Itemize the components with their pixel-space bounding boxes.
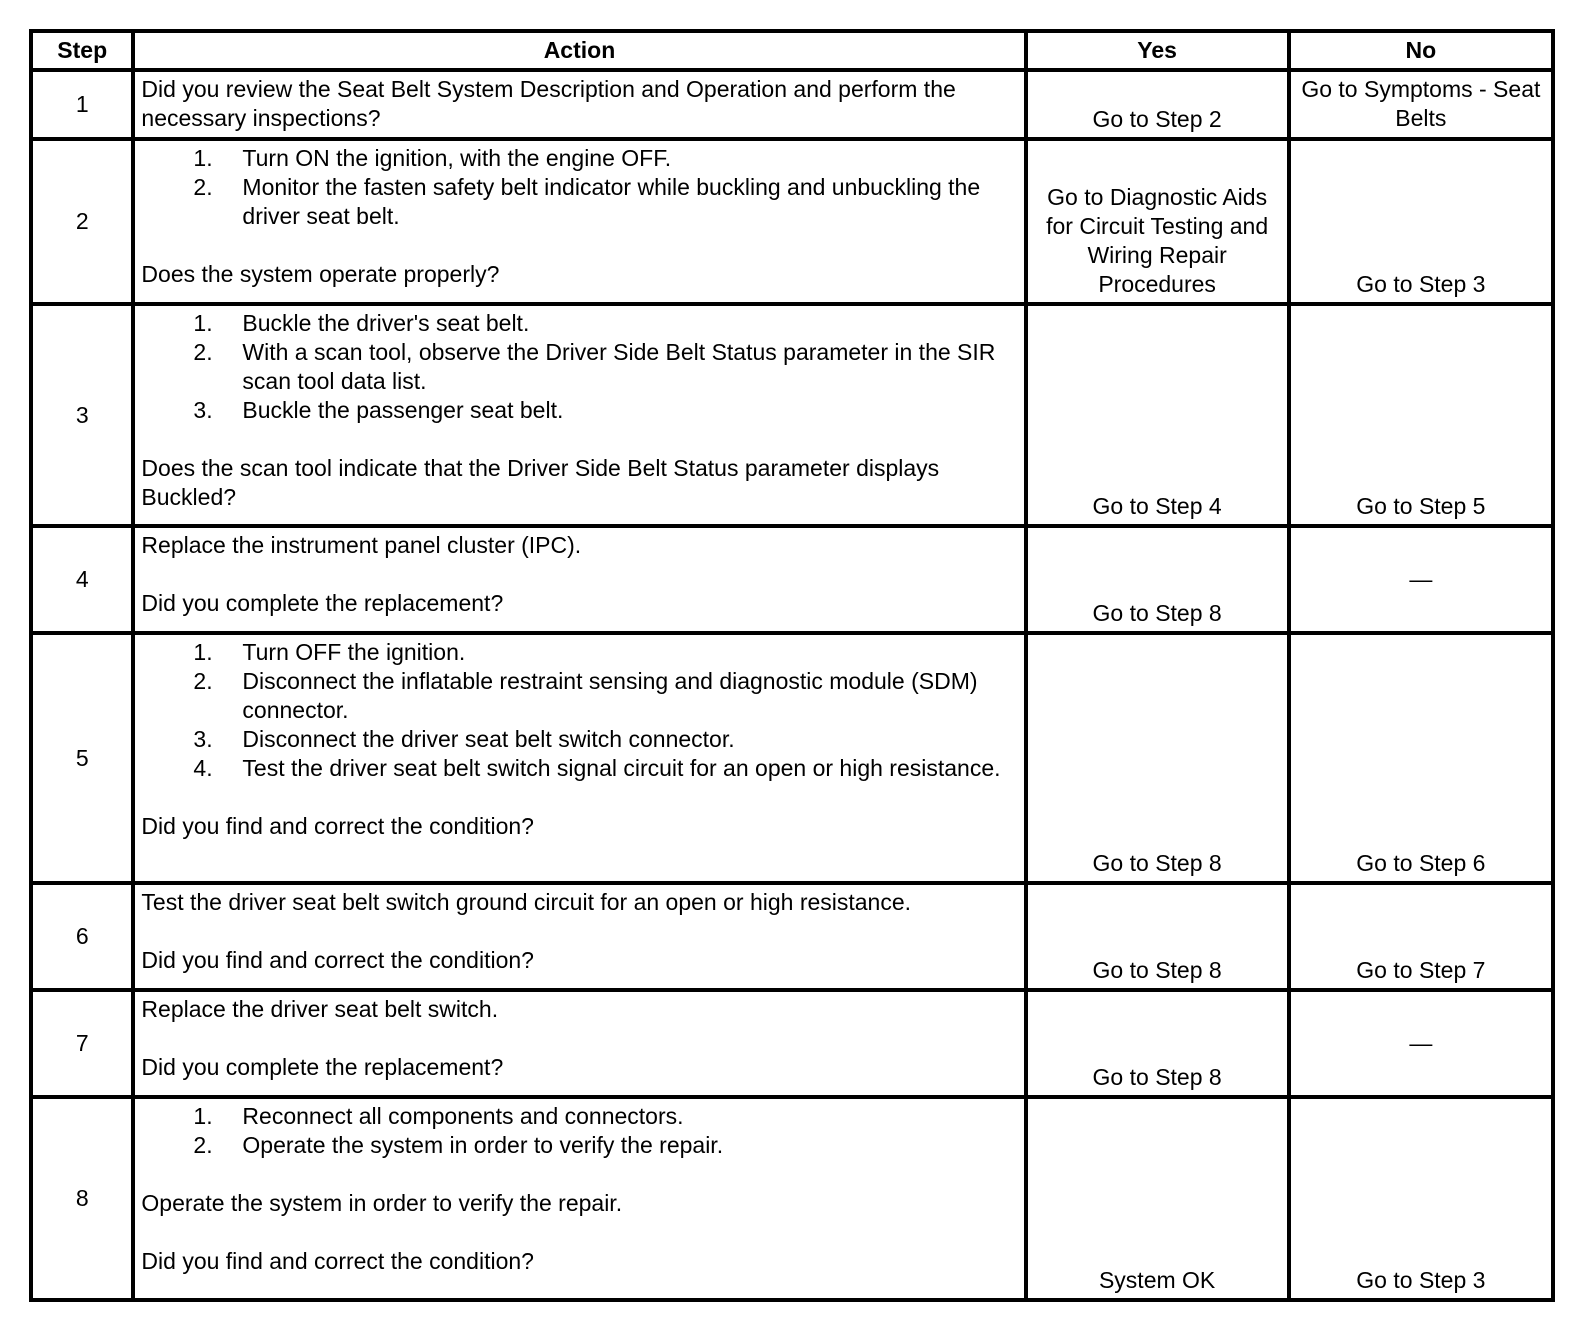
table-row <box>31 633 1553 883</box>
list-text: Turn OFF the ignition. <box>242 639 466 665</box>
list-item <box>141 173 1017 231</box>
list-text: Buckle the driver's seat belt. <box>242 310 530 336</box>
list-item <box>141 638 1017 667</box>
list-text: Disconnect the inflatable restraint sensing and diagnostic module (SDM) connector. <box>242 668 978 723</box>
yes-cell: Go to Step 8 <box>1026 990 1289 1097</box>
header-row <box>31 31 1553 70</box>
list-item <box>141 338 1017 396</box>
step-number: 2 <box>31 139 133 304</box>
action-steps-list <box>141 144 1017 231</box>
yes-cell: Go to Step 4 <box>1026 304 1289 526</box>
list-number: 2. <box>193 174 213 200</box>
step-number: 5 <box>31 633 133 883</box>
table-row <box>31 526 1553 633</box>
list-text: Test the driver seat belt switch signal circuit for an open or high resistance. <box>242 755 1001 781</box>
table-row <box>31 1097 1553 1300</box>
no-cell: Go to Symptoms - Seat Belts <box>1289 70 1553 139</box>
table-row <box>31 304 1553 526</box>
action-cell <box>133 304 1025 526</box>
action-cell <box>133 139 1025 304</box>
yes-cell: Go to Step 8 <box>1026 526 1289 633</box>
list-number: 1. <box>193 310 213 336</box>
action-note: Operate the system in order to verify the repair. <box>141 1190 623 1216</box>
no-cell: Go to Step 6 <box>1289 633 1553 883</box>
no-cell: — <box>1289 526 1553 633</box>
action-question: Did you complete the replacement? <box>141 590 504 616</box>
action-question: Does the scan tool indicate that the Driver Side Belt Status parameter displays Buckled? <box>141 455 940 510</box>
no-cell: Go to Step 3 <box>1289 139 1553 304</box>
list-text: Turn ON the ignition, with the engine OFF. <box>242 145 672 171</box>
yes-cell: Go to Step 8 <box>1026 883 1289 990</box>
no-cell: Go to Step 7 <box>1289 883 1553 990</box>
action-cell <box>133 1097 1025 1300</box>
action-text: Test the driver seat belt switch ground circuit for an open or high resistance. <box>141 889 912 915</box>
no-cell: Go to Step 5 <box>1289 304 1553 526</box>
list-item <box>141 144 1017 173</box>
step-number: 8 <box>31 1097 133 1300</box>
action-cell <box>133 883 1025 990</box>
list-text: Disconnect the driver seat belt switch connector. <box>242 726 735 752</box>
list-number: 4. <box>193 755 213 781</box>
action-cell <box>133 526 1025 633</box>
list-text: Operate the system in order to verify the repair. <box>242 1132 724 1158</box>
no-cell: — <box>1289 990 1553 1097</box>
list-number: 1. <box>193 145 213 171</box>
list-item <box>141 754 1017 783</box>
step-number: 1 <box>31 70 133 139</box>
list-item <box>141 667 1017 725</box>
action-steps-list <box>141 1102 1017 1160</box>
action-text: Did you review the Seat Belt System Description and Operation and perform the necessary inspections? <box>141 76 956 131</box>
action-question: Does the system operate properly? <box>141 261 500 287</box>
step-number: 3 <box>31 304 133 526</box>
action-text: Replace the instrument panel cluster (IPC). <box>141 532 582 558</box>
action-steps-list <box>141 309 1017 425</box>
action-steps-list <box>141 638 1017 783</box>
header-action: Action <box>133 31 1025 70</box>
list-number: 3. <box>193 726 213 752</box>
table-row <box>31 990 1553 1097</box>
list-text: Buckle the passenger seat belt. <box>242 397 564 423</box>
action-question: Did you find and correct the condition? <box>141 1248 534 1274</box>
action-cell <box>133 633 1025 883</box>
step-number: 4 <box>31 526 133 633</box>
list-item <box>141 309 1017 338</box>
table-row <box>31 883 1553 990</box>
yes-cell: Go to Diagnostic Aids for Circuit Testing and Wiring Repair Procedures <box>1026 139 1289 304</box>
step-number: 7 <box>31 990 133 1097</box>
yes-cell: Go to Step 8 <box>1026 633 1289 883</box>
action-cell <box>133 990 1025 1097</box>
list-number: 2. <box>193 668 213 694</box>
list-text: With a scan tool, observe the Driver Side Belt Status parameter in the SIR scan tool data list. <box>242 339 996 394</box>
no-cell: Go to Step 3 <box>1289 1097 1553 1300</box>
header-yes: Yes <box>1026 31 1289 70</box>
action-question: Did you find and correct the condition? <box>141 947 534 973</box>
list-item <box>141 396 1017 425</box>
step-number: 6 <box>31 883 133 990</box>
list-item <box>141 725 1017 754</box>
header-no: No <box>1289 31 1553 70</box>
list-text: Reconnect all components and connectors. <box>242 1103 684 1129</box>
list-item <box>141 1131 1017 1160</box>
yes-cell: System OK <box>1026 1097 1289 1300</box>
diagnostic-table <box>29 29 1555 1302</box>
list-text: Monitor the fasten safety belt indicator while buckling and unbuckling the driver seat belt. <box>242 174 981 229</box>
list-number: 2. <box>193 1132 213 1158</box>
table-row <box>31 139 1553 304</box>
header-step: Step <box>31 31 133 70</box>
list-number: 2. <box>193 339 213 365</box>
yes-cell: Go to Step 2 <box>1026 70 1289 139</box>
list-item <box>141 1102 1017 1131</box>
action-question: Did you complete the replacement? <box>141 1054 504 1080</box>
action-text: Replace the driver seat belt switch. <box>141 996 499 1022</box>
action-question: Did you find and correct the condition? <box>141 813 534 839</box>
list-number: 1. <box>193 639 213 665</box>
list-number: 3. <box>193 397 213 423</box>
list-number: 1. <box>193 1103 213 1129</box>
action-cell <box>133 70 1025 139</box>
table-row <box>31 70 1553 139</box>
